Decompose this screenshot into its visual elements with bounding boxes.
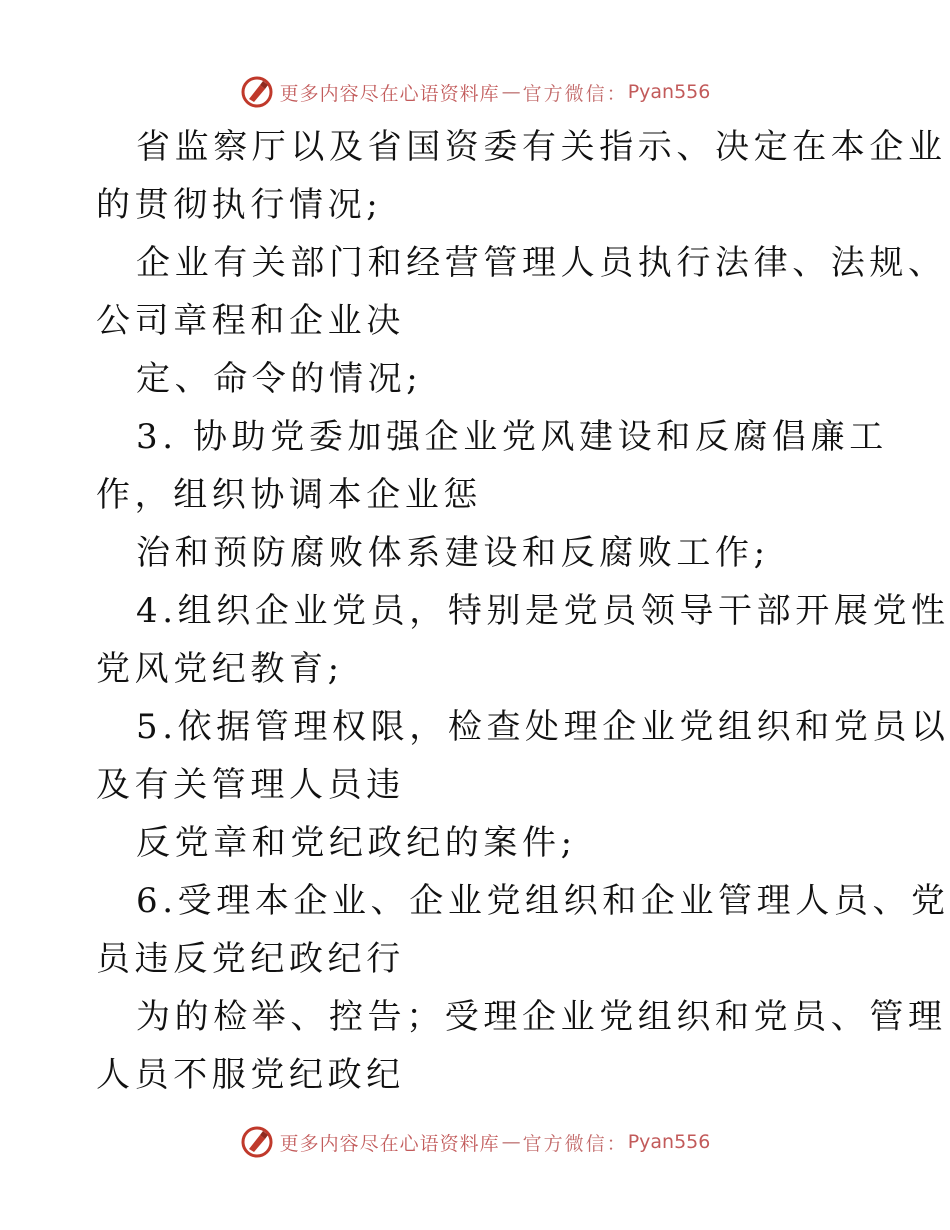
text-line: 的贯彻执行情况; (96, 185, 383, 225)
text-line: 治和预防腐败体系建设和反腐败工作; (136, 533, 770, 573)
text-line: 企业有关部门和经营管理人员执行法律、法规、 (136, 243, 947, 283)
document-body (96, 118, 950, 1104)
banner-account-id: Pyan556 (627, 1131, 711, 1153)
banner-brand-text: 更多内容尽在心语资料库 (279, 1132, 500, 1155)
brand-logo-icon (240, 1125, 274, 1159)
banner-separator: — (501, 1131, 521, 1153)
text-line: 4.组织企业党员，特别是党员领导干部开展党性 (136, 591, 950, 631)
brand-logo-icon (240, 75, 274, 109)
text-line: 及有关管理人员违 (96, 765, 405, 805)
banner-wechat-label: 官方微信： (522, 82, 628, 105)
banner-wechat-label: 官方微信： (522, 1132, 628, 1155)
text-line: 5.依据管理权限，检查处理企业党组织和党员以 (136, 707, 950, 747)
footer-watermark-banner (0, 1122, 950, 1162)
text-line: 3. 协助党委加强企业党风建设和反腐倡廉工 (136, 417, 888, 457)
banner-account-id: Pyan556 (627, 81, 711, 103)
text-line: 人员不服党纪政纪 (96, 1055, 405, 1095)
header-watermark-banner (0, 72, 950, 112)
text-line: 党风党纪教育; (96, 649, 344, 689)
banner-separator: — (501, 81, 521, 103)
text-line: 反党章和党纪政纪的案件; (136, 823, 577, 863)
text-line: 定、命令的情况; (136, 359, 423, 399)
text-line: 6.受理本企业、企业党组织和企业管理人员、党 (136, 881, 950, 921)
banner-brand-text: 更多内容尽在心语资料库 (279, 82, 500, 105)
text-line: 员违反党纪政纪行 (96, 939, 405, 979)
text-line: 作，组织协调本企业惩 (96, 475, 482, 515)
text-line: 省监察厅以及省国资委有关指示、决定在本企业 (136, 127, 947, 167)
text-line: 为的检举、控告；受理企业党组织和党员、管理 (136, 997, 947, 1037)
text-line: 公司章程和企业决 (96, 301, 405, 341)
